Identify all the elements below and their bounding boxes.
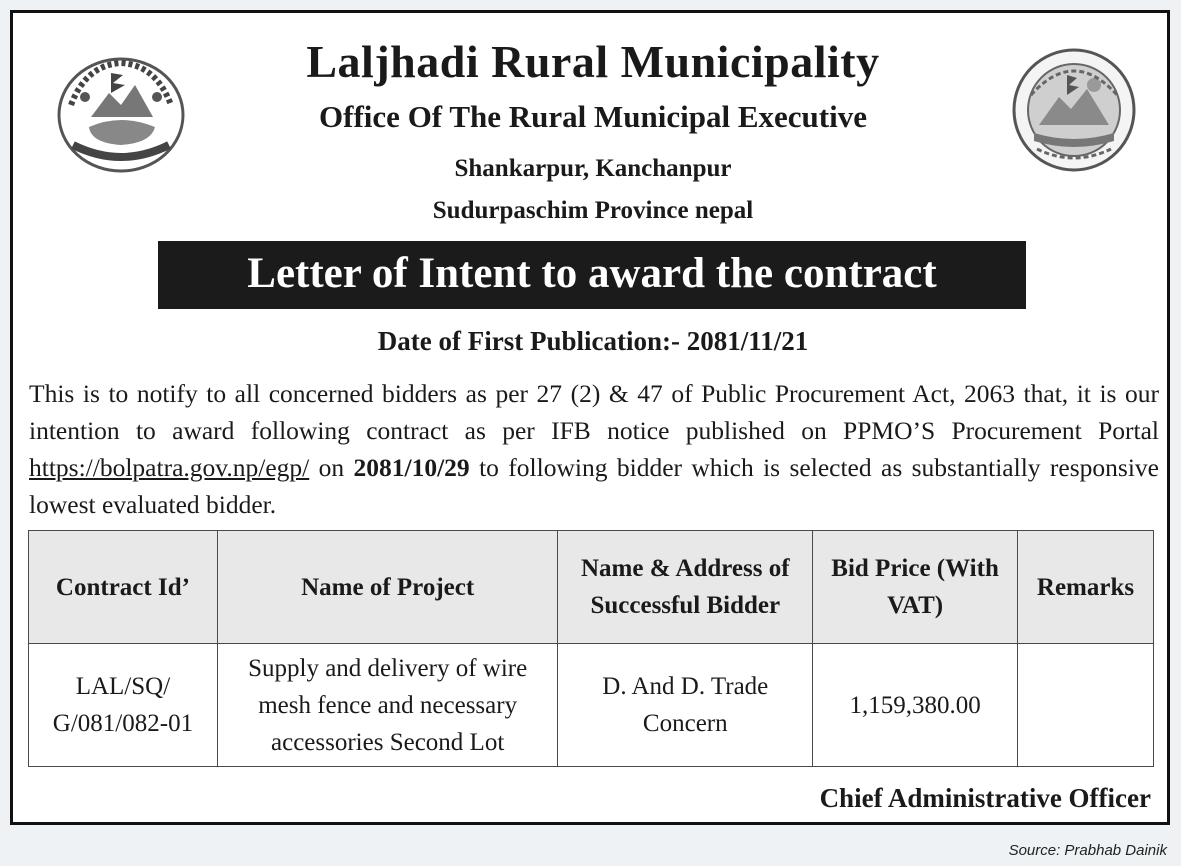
header-bidder: Name & Address of Successful Bidder [558,531,813,644]
notice-title: Letter of Intent to award the contract [158,241,1026,309]
cell-remarks [1018,644,1154,767]
cell-contract-id: LAL/SQ/ G/081/082-01 [29,644,218,767]
header-remarks: Remarks [1018,531,1154,644]
address-line-2: Sudurpaschim Province nepal [432,197,754,224]
award-table [28,530,1154,767]
table-header-row [29,531,1154,644]
header-contract-id: Contract Id’ [29,531,218,644]
notice-frame [10,10,1170,825]
notice-paragraph [29,375,1159,523]
address-line-1: Shankarpur, Kanchanpur [454,155,732,182]
ifb-date: 2081/10/29 [353,453,470,482]
portal-link[interactable]: https://bolpatra.gov.np/egp/ [29,453,310,482]
paragraph-text-2: on [309,453,354,482]
cell-bid-price: 1,159,380.00 [813,644,1018,767]
municipality-name: Laljhadi Rural Municipality [306,36,880,87]
header-project-name: Name of Project [217,531,558,644]
office-name: Office Of The Rural Municipal Executive [319,99,867,134]
publication-date: Date of First Publication:- 2081/11/21 [377,326,809,356]
paragraph-text-3: to following bidder which is selected as substantially responsive lowest evaluated bidder. [29,453,1159,519]
table-row [29,644,1154,767]
source-credit: Source: Prabhab Dainik [1008,842,1167,859]
cell-project-name: Supply and delivery of wire mesh fence and necessary accessories Second Lot [217,644,558,767]
paragraph-text-1: This is to notify to all concerned bidders as per 27 (2) & 47 of Public Procurement Act, 2063 that, it is our intention to award following contract as per IFB notice published on PPMO’S Procurement Portal [29,379,1159,445]
header-bid-price: Bid Price (With VAT) [813,531,1018,644]
cell-bidder: D. And D. Trade Concern [558,644,813,767]
signatory-title: Chief Administrative Officer [819,783,1151,813]
